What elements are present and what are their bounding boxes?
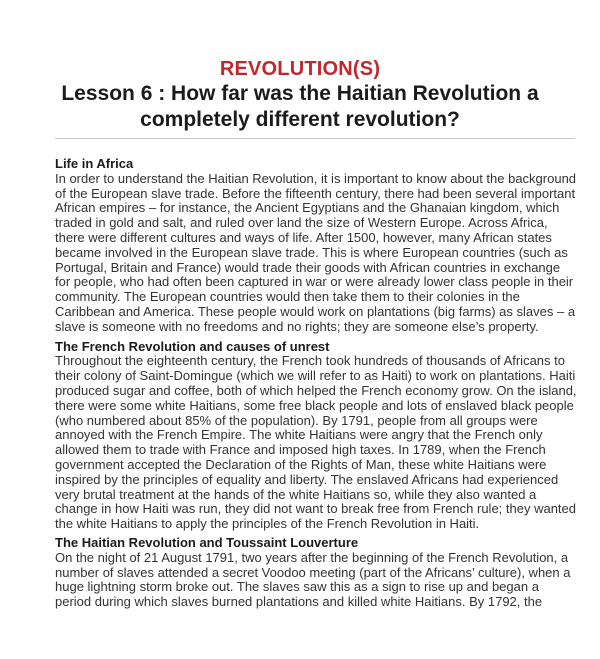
section-heading: The Haitian Revolution and Toussaint Louverture: [55, 534, 359, 550]
lesson-title-line-1: Lesson 6 : How far was the Haitian Revolution a: [61, 82, 539, 105]
lesson-title: [0, 81, 600, 132]
paragraph-line: community. The European countries would then take them to their colonies in the: [55, 289, 520, 305]
paragraph-line: their colony of Saint-Domingue (which we will refer to as Haiti) to work on plantations. Haiti: [55, 368, 576, 384]
section-paragraph: [55, 172, 590, 335]
paragraph-line: Portugal, Britain and France) would trade their goods with African countries in exchange: [55, 259, 561, 275]
document-title: REVOLUTION(S): [219, 58, 381, 80]
section-heading: Life in Africa: [55, 156, 134, 171]
paragraph-line: slave is someone with no freedoms and no rights; they are someone else’s property.: [55, 318, 539, 334]
paragraph-line: there were different cultures and ways of life. After 1500, however, many African states: [55, 229, 552, 245]
paragraph-line: number of slaves attended a secret Voodoo meeting (part of the Africans’ culture), when a: [55, 564, 571, 580]
section-paragraph: [55, 354, 590, 532]
document-body: [55, 157, 590, 610]
paragraph-line: very brutal treatment at the hands of the white Haitians so, while they also wanted a: [55, 486, 537, 502]
paragraph-line: government accepted the Declaration of the Rights of Man, these white Haitians were: [55, 456, 547, 472]
title-divider: [55, 138, 575, 139]
section-heading: The French Revolution and causes of unrest: [55, 338, 330, 354]
document-page: [0, 59, 600, 659]
paragraph-line: huge lightning storm broke out. The slaves saw this as a sign to rise up and began a: [55, 579, 539, 595]
paragraph-line: Throughout the eighteenth century, the French took hundreds of thousands of Africans to: [55, 353, 565, 369]
paragraph-line: the white Haitians to apply the principles of the French Revolution in Haiti.: [55, 516, 480, 532]
paragraph-line: produced sugar and coffee, both of which helped the French economy grow. On the island,: [55, 382, 577, 398]
paragraph-line: Caribbean and America. These people would work on plantations (big farms) as slaves – a: [55, 303, 576, 319]
section-paragraph: [55, 551, 590, 610]
paragraph-line: (who numbered about 85% of the population). By 1791, people from all groups were: [55, 412, 538, 428]
paragraph-line: African empires – for instance, the Ancient Egyptians and the Ghanaian kingdom, which: [55, 200, 560, 216]
paragraph-line: there were some white Haitians, some free black people and lots of enslaved black people: [55, 397, 574, 413]
lesson-title-line-2: completely different revolution?: [140, 107, 460, 131]
paragraph-line: became involved in the European slave trade. This is where European countries (such as: [55, 244, 568, 260]
paragraph-line: for people, who had often been captured in war or were already lower class people in their: [55, 274, 574, 290]
paragraph-line: of the European slave trade. Before the fifteenth century, there had been several important: [55, 185, 576, 201]
paragraph-line: change in how Haiti was run, they did not want to break free from French rule; they wanted: [55, 501, 576, 517]
paragraph-line: On the night of 21 August 1791, two years after the beginning of the French Revolution, a: [55, 549, 569, 565]
paragraph-line: In order to understand the Haitian Revolution, it is important to know about the background: [55, 170, 577, 186]
paragraph-line: traded in gold and salt, and ruled over land the size of Western Europe. Across Africa,: [55, 215, 548, 231]
paragraph-line: inspired by the principles of equality and liberty. The enslaved Africans had experienced: [55, 471, 559, 487]
paragraph-line: allowed them to trade with France and imposed high taxes. In 1789, when the French: [55, 442, 546, 458]
paragraph-line: annoyed with the French Empire. The white Haitians were angry that the French only: [55, 427, 543, 443]
paragraph-line: period during which slaves burned plantations and killed white Haitians. By 1792, the: [55, 594, 543, 610]
